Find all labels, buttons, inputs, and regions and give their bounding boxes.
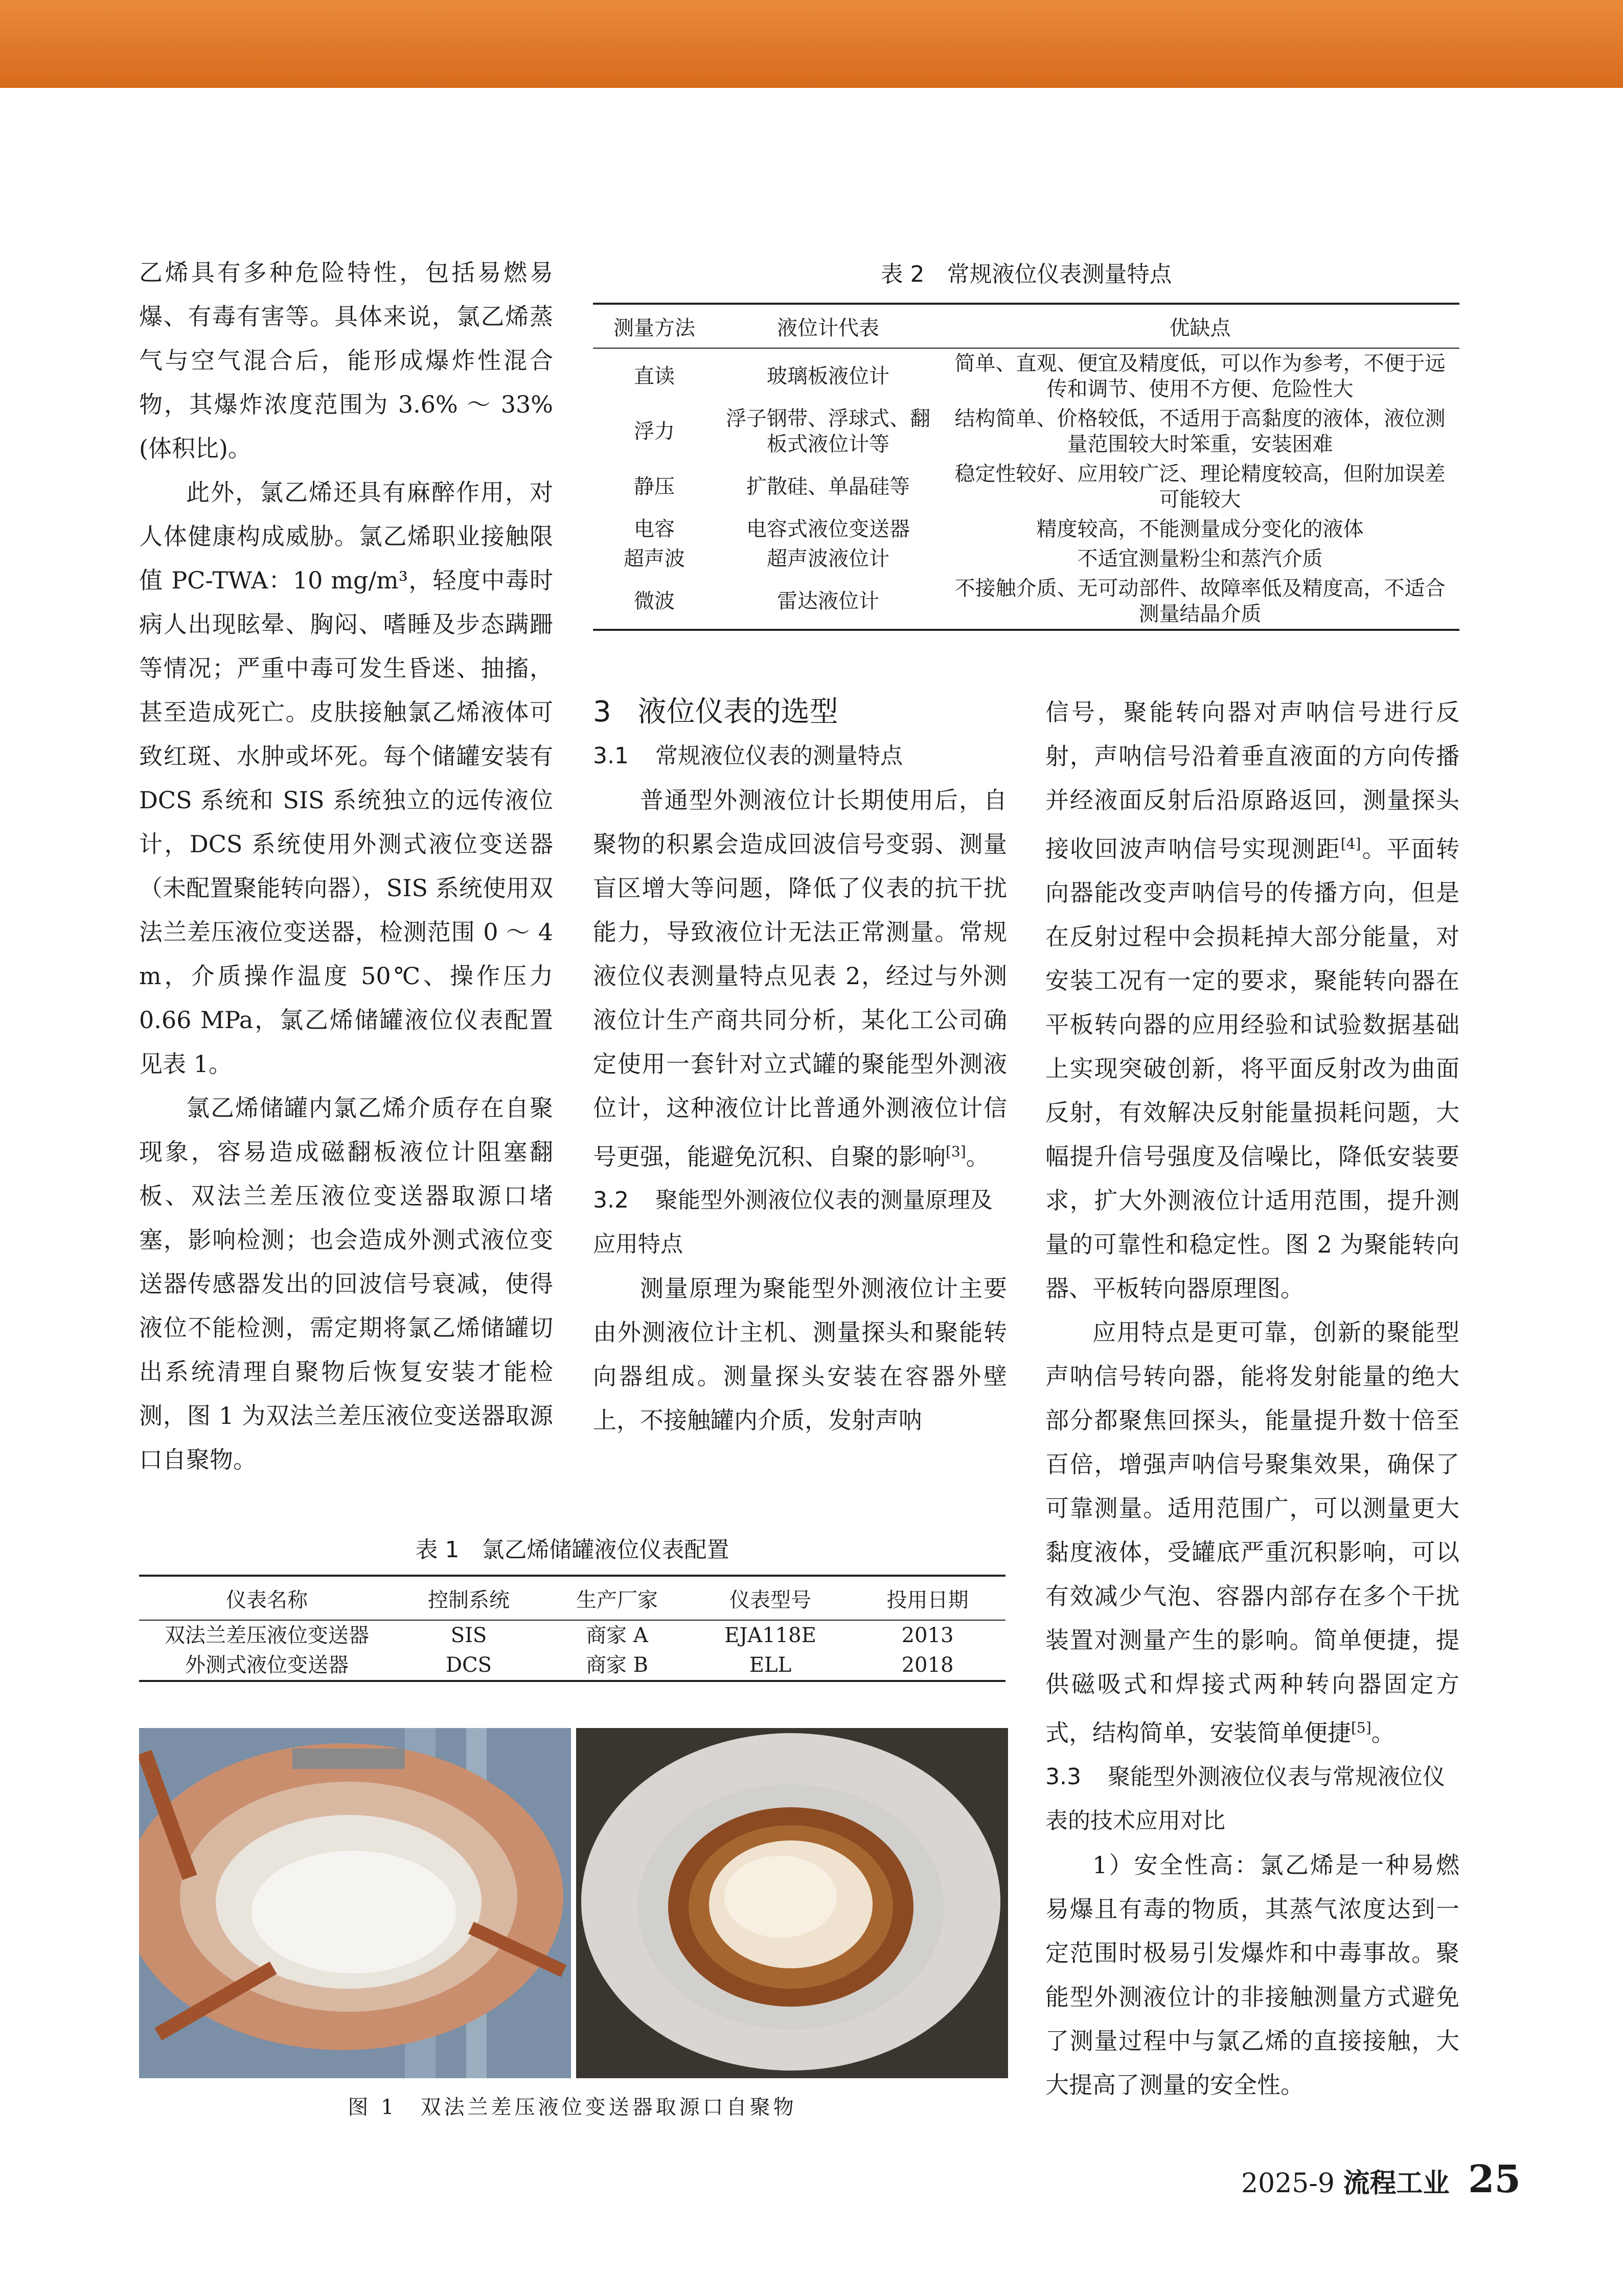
paragraph-end: 。 [966, 1143, 990, 1171]
page-number: 25 [1468, 2157, 1521, 2201]
section-title: 液位仪表的选型 [637, 695, 838, 729]
left-paragraph-1: 乙烯具有多种危险特性，包括易燃易爆、有毒有害等。具体来说，氯乙烯蒸气与空气混合后，能形成爆炸性混合物，其爆炸浓度范围为 3.6% ～ 33%(体积比)。 [139, 259, 553, 462]
table-cell: 2013 [901, 1624, 954, 1647]
table-row [139, 1650, 1005, 1681]
subsection-heading-3-1 [593, 734, 1007, 778]
table-row [593, 348, 1459, 404]
table-cell: 电容式液位变送器 [746, 517, 910, 541]
table-cell: DCS [445, 1653, 492, 1677]
table2-caption: 表 2 常规液位仪表测量特点 [880, 261, 1172, 287]
table-cell: 精度较高，不能测量成分变化的液体 [1036, 517, 1364, 541]
table-cell: 商家 A [586, 1624, 648, 1647]
header-color-band [0, 0, 1623, 88]
table-cell: 扩散硅、单晶硅等 [746, 475, 910, 498]
table-cell: 结构简单、价格较低，不适用于高黏度的液体，液位测量范围较大时笨重，安装困难 [954, 407, 1446, 456]
table-cell: 双法兰差压液位变送器 [165, 1624, 369, 1647]
paragraph-text: 应用特点是更可靠，创新的聚能型声呐信号转向器，能将发射能量的绝大部分都聚焦回探头，能量提升数十倍至百倍，增强声呐信号聚集效果，确保了可靠测量。适用范围广，可以测量更大黏度液体，受罐底严重沉积影响，可以有效减少气泡、容器内部存在多个干扰装置对测量产生的影响。简单便捷，提供磁吸式和焊接式两种转向器固定方式，结构简单，安装简单便捷 [1045, 1319, 1459, 1747]
table1 [139, 1575, 1005, 1682]
table2-header-row [593, 304, 1459, 348]
table-cell: 不适宜测量粉尘和蒸汽介质 [1077, 547, 1323, 571]
right-paragraph-3: 1）安全性高：氯乙烯是一种易燃易爆且有毒的物质，其蒸气浓度达到一定范围时极易引发爆炸和中毒事故。聚能型外测液位计的非接触测量方式避免了测量过程中与氯乙烯的直接接触，大大提高了测量的安全性。 [1045, 1851, 1459, 2099]
table-row [593, 459, 1459, 514]
section-number: 3 [593, 695, 611, 729]
table1-header-cell: 仪表名称 [226, 1588, 308, 1612]
table-cell: 不接触介质、无可动部件、故障率低及精度高，不适合测量结晶介质 [954, 577, 1446, 626]
table-row [593, 574, 1459, 630]
table1-header-cell: 投用日期 [886, 1588, 969, 1612]
left-column [139, 251, 553, 1482]
paragraph-text: 信号，聚能转向器对声呐信号进行反射，声呐信号沿着垂直液面的方向传播并经液面反射后沿原路返回，测量探头接收回波声呐信号实现测距 [1045, 698, 1459, 863]
subsection-number: 3.1 [593, 743, 629, 769]
table-cell: 静压 [634, 475, 675, 498]
table1-header-cell: 控制系统 [428, 1588, 510, 1612]
table-cell: 浮子钢带、浮球式、翻板式液位计等 [726, 407, 930, 456]
table2-header-cell: 优缺点 [1169, 316, 1231, 340]
table-cell: SIS [450, 1624, 487, 1647]
paragraph-end: 。 [1371, 1719, 1395, 1747]
subsection-heading-3-2 [593, 1178, 1007, 1266]
table-row [593, 514, 1459, 544]
citation-ref: [3] [946, 1143, 966, 1160]
table-row [139, 1620, 1005, 1650]
left-paragraph-2: 此外，氯乙烯还具有麻醉作用，对人体健康构成威胁。氯乙烯职业接触限值 PC-TWA：10 mg/m³，轻度中毒时病人出现眩晕、胸闷、嗜睡及步态蹒跚等情况；严重中毒可发生昏迷、抽搐，甚至造成死亡。皮肤接触氯乙烯液体可致红斑、水肿或坏死。每个储罐安装有 DCS 系统和 SIS 系统独立的远传液位计，DCS 系统使用外测式液位变送器（未配置聚能转向器），SIS 系统使用双法兰差压液位变送器，检测范围 0 ～ 4 m，介质操作温度 50℃、操作压力 0.66 MPa，氯乙烯储罐液位仪表配置见表 1。 [139, 479, 553, 1078]
paragraph-text: 普通型外测液位计长期使用后，自聚物的积累会造成回波信号变弱、测量盲区增大等问题，降低了仪表的抗干扰能力，导致液位计无法正常测量。常规液位仪表测量特点见表 2，经过与外测液位计生产商共同分析，某化工公司确定使用一套针对立式罐的聚能型外测液位计，这种液位计比普通外测液位计信号更强，能避免沉积、自聚的影响 [593, 786, 1007, 1171]
mid-paragraph-1 [593, 778, 1007, 1178]
table-cell: 稳定性较好、应用较广泛、理论精度较高，但附加误差可能较大 [954, 462, 1446, 511]
right-paragraph-1 [1045, 690, 1459, 1310]
figure1-photo-left [139, 1728, 571, 2078]
table1-caption: 表 1 氯乙烯储罐液位仪表配置 [415, 1537, 729, 1563]
right-paragraph-2 [1045, 1310, 1459, 1755]
table-cell: 微波 [634, 589, 675, 613]
mid-paragraph-2: 测量原理为聚能型外测液位计主要由外测液位计主机、测量探头和聚能转向器组成。测量探头安装在容器外壁上，不接触罐内介质，发射声呐 [593, 1275, 1007, 1435]
table1-header-cell: 生产厂家 [576, 1588, 658, 1612]
journal-name: 流程工业 [1343, 2168, 1450, 2199]
table2-header-cell: 液位计代表 [777, 316, 879, 340]
subsection-title: 常规液位仪表的测量特点 [655, 743, 903, 769]
right-column [1045, 690, 1459, 2107]
table1-header-row [139, 1576, 1005, 1620]
table-row [593, 404, 1459, 459]
figure1-photo-right [576, 1728, 1008, 2078]
citation-ref: [5] [1351, 1719, 1371, 1737]
table-cell: 超声波 [624, 547, 685, 571]
subsection-title: 聚能型外测液位仪表与常规液位仪表的技术应用对比 [1045, 1763, 1445, 1834]
table1-header-cell: 仪表型号 [729, 1588, 811, 1612]
paragraph-end: 。平面转向器能改变声呐信号的传播方向，但是在反射过程中会损耗掉大部分能量，对安装工况有一定的要求，聚能转向器在平板转向器的应用经验和试验数据基础上实现突破创新，将平面反射改为曲面反射，有效解决反射能量损耗问题，大幅提升信号强度及信噪比，降低安装要求，扩大外测液位计适用范围，提升测量的可靠性和稳定性。图 2 为聚能转向器、平板转向器原理图。 [1045, 835, 1460, 1303]
table-cell: 商家 B [585, 1653, 649, 1677]
citation-ref: [4] [1340, 835, 1361, 852]
table-row [593, 544, 1459, 574]
issue-number: 2025-9 [1241, 2168, 1335, 2199]
page-footer [1241, 2157, 1521, 2201]
left-paragraph-3: 氯乙烯储罐内氯乙烯介质存在自聚现象，容易造成磁翻板液位计阻塞翻板、双法兰差压液位变送器取源口堵塞，影响检测；也会造成外测式液位变送器传感器发出的回波信号衰减，使得液位不能检测，需定期将氯乙烯储罐切出系统清理自聚物后恢复安装才能检测，图 1 为双法兰差压液位变送器取源口自聚物。 [139, 1094, 553, 1473]
subsection-heading-3-3 [1045, 1755, 1459, 1843]
table-cell: 2018 [901, 1653, 954, 1677]
table-cell: ELL [749, 1653, 792, 1677]
table-cell: 玻璃板液位计 [767, 365, 889, 388]
table-cell: 直读 [634, 365, 675, 388]
table-cell: 电容 [634, 517, 675, 541]
table-cell: 浮力 [634, 420, 675, 443]
figure1-caption: 图 1 双法兰差压液位变送器取源口自聚物 [348, 2096, 797, 2119]
table2 [593, 303, 1459, 631]
table-cell: 超声波液位计 [767, 547, 889, 571]
subsection-title: 聚能型外测液位仪表的测量原理及应用特点 [593, 1187, 993, 1258]
table2-header-cell: 测量方法 [613, 316, 695, 340]
table-cell: EJA118E [724, 1624, 816, 1647]
section-heading-3 [593, 690, 1007, 734]
table-cell: 简单、直观、便宜及精度低，可以作为参考，不便于远传和调节、使用不方便、危险性大 [954, 352, 1446, 401]
table-cell: 雷达液位计 [777, 589, 879, 613]
subsection-number: 3.2 [593, 1187, 629, 1214]
table-cell: 外测式液位变送器 [185, 1653, 349, 1677]
subsection-number: 3.3 [1045, 1763, 1081, 1790]
middle-column [593, 690, 1007, 1442]
